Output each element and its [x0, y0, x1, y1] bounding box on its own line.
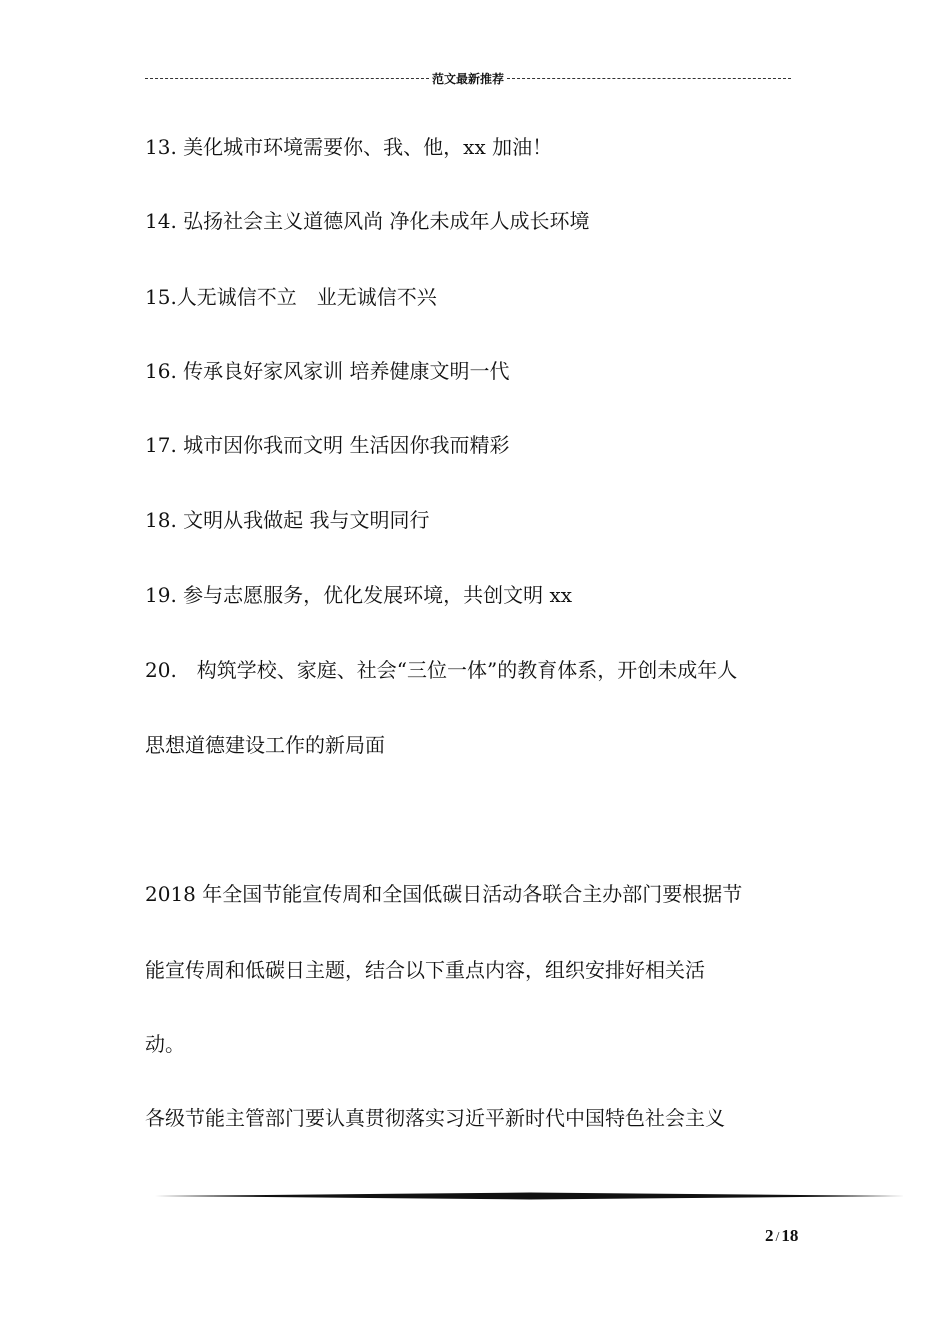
- page-header: [145, 66, 791, 90]
- page-separator: /: [775, 1230, 780, 1245]
- slogan-19: 19. 参与志愿服务，优化发展环境，共创文明 xx: [145, 583, 573, 607]
- slogan-14: 14. 弘扬社会主义道德风尚 净化未成年人成长环境: [145, 209, 590, 233]
- slogan-20: 20. 构筑学校、家庭、社会“三位一体”的教育体系，开创未成年人: [145, 658, 738, 682]
- slogan-13: 13. 美化城市环境需要你、我、他，xx 加油！: [145, 135, 553, 159]
- paragraph-line: 动。: [145, 1032, 185, 1056]
- header-dashes-left: [145, 78, 429, 79]
- slogan-17: 17. 城市因你我而文明 生活因你我而精彩: [145, 433, 510, 457]
- slogan-20-continued: 思想道德建设工作的新局面: [145, 733, 385, 757]
- paragraph-line: 能宣传周和低碳日主题，结合以下重点内容，组织安排好相关活: [145, 958, 705, 982]
- slogan-15: 15.人无诚信不立 业无诚信不兴: [145, 285, 437, 309]
- paragraph-line: 各级节能主管部门要认真贯彻落实习近平新时代中国特色社会主义: [145, 1106, 725, 1130]
- header-title: 范文最新推荐: [432, 71, 505, 86]
- slogan-16: 16. 传承良好家风家训 培养健康文明一代: [145, 359, 510, 383]
- slogan-18: 18. 文明从我做起 我与文明同行: [145, 508, 430, 532]
- total-pages: 18: [781, 1226, 799, 1245]
- footer-rule: [155, 1192, 905, 1200]
- page-number: [765, 1226, 798, 1246]
- current-page: 2: [765, 1226, 774, 1245]
- paragraph-line: 2018 年全国节能宣传周和全国低碳日活动各联合主办部门要根据节: [145, 882, 743, 906]
- header-dashes-right: [507, 78, 791, 79]
